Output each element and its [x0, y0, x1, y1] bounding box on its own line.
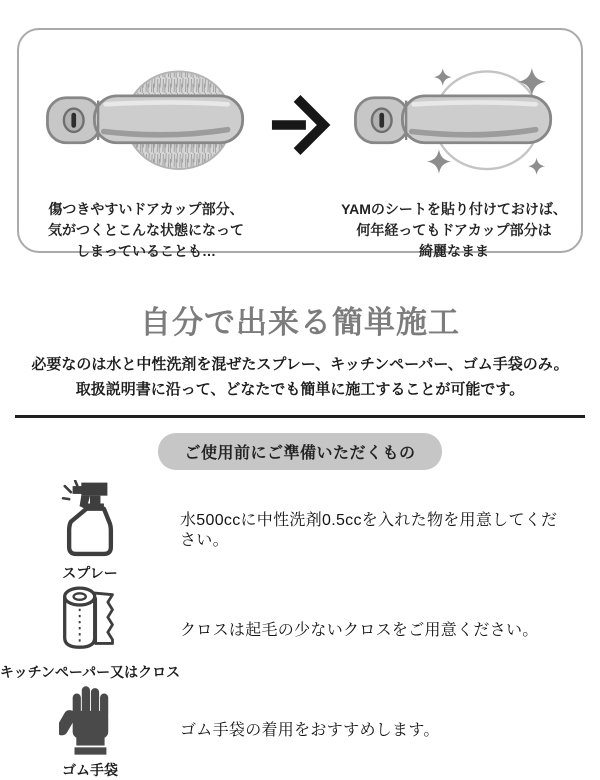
prep-item-paper-towel [0, 584, 600, 678]
before-caption [48, 199, 244, 262]
prep-item-label: スプレー [62, 564, 118, 581]
section-intro [0, 352, 600, 402]
rubber-glove-icon [59, 683, 121, 757]
spray-bottle-icon [61, 480, 119, 560]
preparation-badge: ご使用前にご準備いただくもの [158, 433, 441, 470]
prep-item-description: 水500ccに中性洗剤0.5ccを入れた物を用意してください。 [180, 511, 558, 549]
sparkle-icon [434, 68, 452, 86]
before-after-card [17, 28, 583, 259]
prep-item-description: ゴム手袋の着用をおすすめします。 [180, 721, 440, 739]
after-caption-line: YAMのシートを貼り付けておけば、 [341, 201, 567, 217]
badge-row [0, 433, 600, 470]
intro-line: 必要なのは水と中性洗剤を混ぜたスプレー、キッチンペーパー、ゴム手袋のみ。 [31, 356, 569, 373]
after-caption-line: 綺麗なまま [418, 243, 489, 259]
after-column [333, 63, 575, 262]
prep-item-label: ゴム手袋 [62, 761, 118, 778]
divider-line [15, 415, 585, 418]
intro-line: 取扱説明書に沿って、どなたでも簡単に施工することが可能です。 [75, 381, 525, 398]
prep-item-spray [0, 484, 600, 581]
sparkle-icon [528, 158, 545, 175]
before-caption-line: しまっていることも… [76, 243, 216, 259]
after-caption [341, 199, 567, 262]
prep-item-label: キッチンペーパー又はクロス [0, 663, 181, 680]
before-caption-line: 傷つきやすいドアカップ部分、 [48, 201, 244, 217]
arrow-wrap [267, 89, 333, 161]
before-caption-line: 気がつくとこんな状態になって [48, 222, 244, 238]
prep-item-rubber-glove [0, 684, 600, 778]
section-heading: 自分で出来る簡単施工 [140, 305, 460, 340]
prep-item-icon-col [0, 683, 180, 780]
preparation-list [0, 484, 600, 778]
before-column [25, 63, 267, 262]
prep-item-description: クロスは起毛の少ないクロスをご用意ください。 [180, 621, 539, 639]
prep-item-icon-col [0, 581, 180, 682]
after-caption-line: 何年経ってもドアカップ部分は [356, 222, 552, 238]
paper-towel-icon [60, 581, 120, 659]
clean-door-handle-icon [344, 63, 564, 185]
scratched-door-handle-icon [36, 63, 256, 185]
prep-item-icon-col [0, 480, 180, 583]
right-arrow-icon [269, 89, 331, 161]
